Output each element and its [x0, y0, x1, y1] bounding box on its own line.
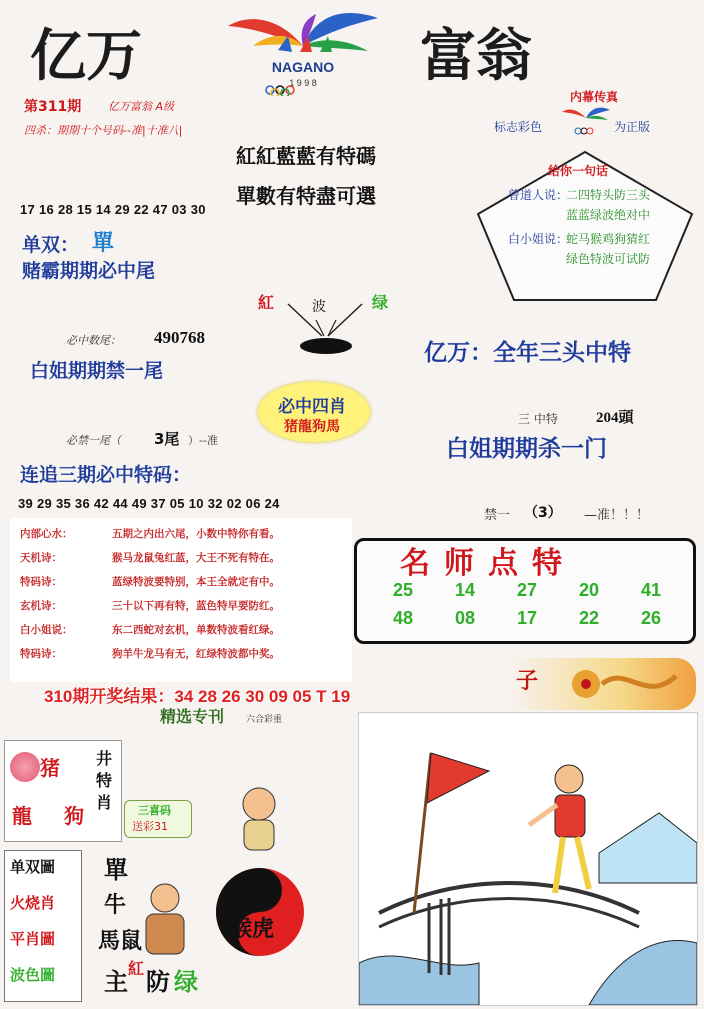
- must-tail-value: 490768: [154, 328, 205, 347]
- flower-icon: [10, 752, 40, 782]
- svg-text:1 9 9 8: 1 9 9 8: [289, 78, 317, 88]
- poem-name: 白小姐说：: [20, 624, 73, 636]
- poem-name: 天机诗：: [20, 552, 62, 564]
- single-double-label: 单双：: [22, 234, 80, 256]
- ban-one-label: 禁一: [484, 508, 511, 523]
- svg-text:NAGANO: NAGANO: [271, 59, 335, 75]
- ban-one-suffix: —准！！！: [584, 508, 650, 523]
- master-number: 22: [578, 608, 600, 628]
- slogan-line1: 紅紅藍藍有特碼: [236, 144, 376, 168]
- elder-figure-icon: [138, 880, 192, 960]
- left-main-red: 紅: [128, 959, 145, 978]
- left-dragon: 龍: [12, 804, 32, 828]
- title-right: 富翁: [420, 23, 532, 89]
- ban-one-tail-label: 必禁一尾（: [66, 434, 121, 447]
- poem-name: 内部心水：: [20, 528, 73, 540]
- flower-logo-icon: [208, 6, 398, 96]
- ban-one-tail-suffix: ）--准: [188, 434, 218, 447]
- pentagon-line1a: 二四特头防三头: [566, 188, 651, 202]
- poem-text: 蓝绿特波要特别，本王全就定有中。: [112, 576, 280, 588]
- poem-text: 三十以下再有特，蓝色特早要防红。: [112, 600, 280, 612]
- result-line: 310期开奖结果：34 28 26 30 09 05 T 19: [44, 687, 351, 706]
- numbers-bottom: 39 29 35 36 42 44 49 37 05 10 32 02 06 24: [18, 496, 280, 511]
- ban-tail: 白姐期期禁一尾: [30, 360, 164, 382]
- tag-text: 三喜码: [138, 804, 171, 817]
- master-number: 14: [454, 580, 476, 600]
- yiwan-head: 亿万：全年三头中特: [424, 340, 631, 366]
- fax-title: 内幕传真: [570, 90, 619, 104]
- dragon-icon: [556, 664, 686, 704]
- poem-text: 五期之内出六尾，小数中特你有看。: [112, 528, 280, 540]
- poem-name: 玄机诗：: [20, 600, 62, 612]
- fax-logo-icon: [560, 104, 612, 138]
- fax-left: 标志彩色: [494, 120, 543, 134]
- must-tail-label: 必中数尾：: [66, 334, 121, 347]
- left-horse-rat: 馬鼠: [98, 929, 143, 954]
- wave-red: 紅: [258, 293, 275, 312]
- poem-text: 东二西蛇对玄机，单数特波看红绿。: [112, 624, 280, 636]
- master-number: 26: [640, 608, 662, 628]
- left-guard: 防: [146, 968, 170, 996]
- master-number: 17: [516, 608, 538, 628]
- magazine-title: 精选专刊: [160, 707, 225, 726]
- slogan-line2: 單數有特盡可選: [236, 184, 376, 208]
- cartoon-boy-icon: [234, 784, 284, 854]
- chart-column-item: 平肖圖: [10, 930, 56, 948]
- master-number: 27: [516, 580, 538, 600]
- ban-one-value: （3）: [524, 505, 562, 521]
- three-head-label: 三 中特: [518, 412, 558, 426]
- master-number: 41: [640, 580, 662, 600]
- chase-title: 连追三期必中特码：: [20, 464, 192, 486]
- tail-slogan: 赌霸期期必中尾: [22, 260, 156, 282]
- kill-door: 白姐期期杀一门: [446, 436, 607, 462]
- pentagon-line2-label: 白小姐说：: [508, 232, 569, 246]
- left-vertical: 井 特 肖: [96, 749, 113, 812]
- chart-column-item: 单双圖: [10, 858, 56, 876]
- poem-name: 特码诗：: [20, 576, 62, 588]
- poem-text: 狗羊牛龙马有无，红绿特波都中奖。: [112, 648, 280, 660]
- masters-title: 名师点特: [400, 546, 576, 581]
- left-dog: 狗: [64, 804, 84, 828]
- issue-label: 第311期: [24, 99, 82, 115]
- numbers-top: 17 16 28 15 14 29 22 47 03 30: [20, 202, 206, 217]
- ban-one-tail-value: 3尾: [154, 430, 180, 448]
- left-monkey-tiger: 猴虎: [230, 917, 275, 942]
- poem-text: 猴马龙鼠兔红蓝，大王不死有特在。: [112, 552, 280, 564]
- single-double-value: 單: [92, 231, 115, 256]
- pentagon-line1b: 蓝蓝绿波绝对中: [566, 208, 651, 222]
- issue-tagline: 四杀：期期十个号码--准|十准八|: [24, 124, 183, 137]
- bridge-scene: [358, 712, 698, 1006]
- pentagon-line2b: 绿色特波可试防: [566, 252, 651, 266]
- four-zodiac-animals: 猪龍狗馬: [284, 419, 340, 435]
- flag-bridge-icon: [359, 713, 697, 1005]
- title-left: 亿万: [30, 23, 142, 89]
- wave-green: 绿: [372, 293, 389, 312]
- master-number: 25: [392, 580, 414, 600]
- four-zodiac-title: 必中四肖: [278, 397, 346, 417]
- chart-column-item: 波色圖: [10, 966, 56, 984]
- pentagon-line2a: 蛇马猴鸡狗猜红: [566, 232, 651, 246]
- left-main: 主: [104, 968, 128, 996]
- master-number: 08: [454, 608, 476, 628]
- chart-column-item: 火烧肖: [10, 894, 56, 912]
- wave-mid: 波: [312, 299, 326, 315]
- tag-text2: 送彩31: [132, 820, 168, 833]
- zi-char: 子: [516, 669, 539, 694]
- left-single: 單: [104, 856, 128, 884]
- pentagon-header: 给你一句话: [548, 164, 609, 178]
- nagano-logo: [208, 6, 398, 96]
- left-pig: 猪: [40, 756, 60, 780]
- pentagon-line1-label: 曾道人说：: [508, 188, 569, 202]
- left-guard-green: 绿: [174, 968, 198, 996]
- master-number: 48: [392, 608, 414, 628]
- fax-right: 为正版: [614, 120, 651, 134]
- wave-lines: [270, 290, 380, 362]
- left-ox: 牛: [104, 893, 127, 918]
- three-head-value: 204頭: [596, 410, 634, 426]
- master-number: 20: [578, 580, 600, 600]
- magazine-subtitle: 六合彩重: [246, 715, 283, 725]
- issue-signature: 亿万富翁 A级: [108, 100, 175, 113]
- poem-name: 特码诗：: [20, 648, 62, 660]
